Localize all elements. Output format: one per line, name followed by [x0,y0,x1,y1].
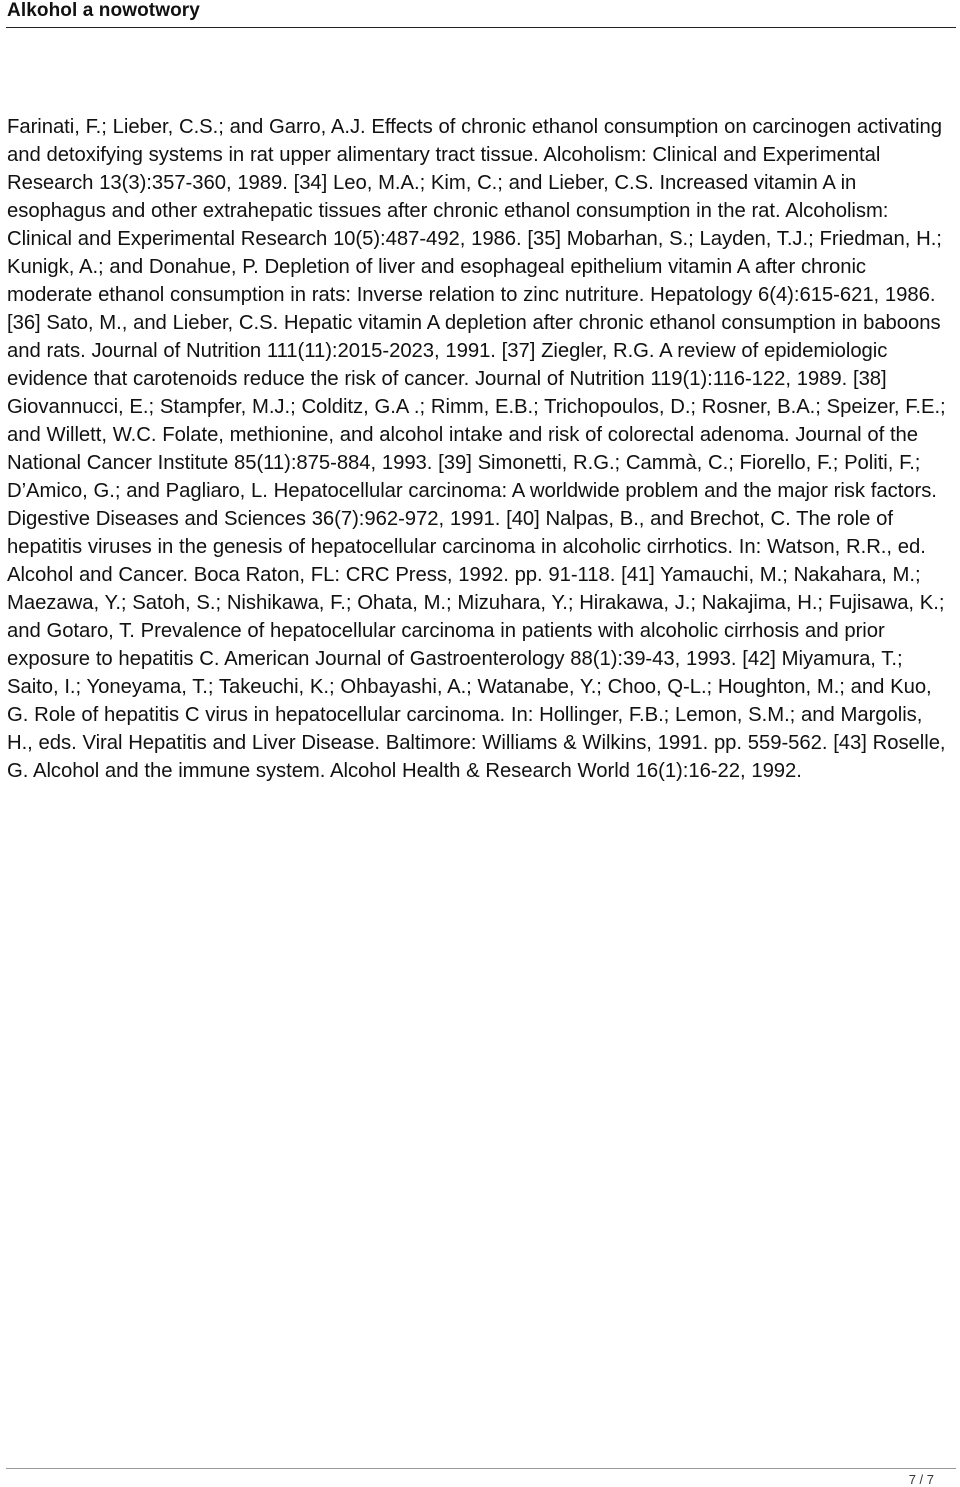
references-text: Farinati, F.; Lieber, C.S.; and Garro, A.J. Effects of chronic ethanol consumption on carcinogen activating and detoxifying systems in rat upper alimentary tract tissue. Alcoholism: Clinical and Experimental Research 13(3):357-360, 1989. [34] Leo, M.A.; Kim, C.; and Lieber, C.S. Increased vitamin A in esophagus and other extrahepatic tissues after chronic ethanol consumption in the rat. Alcoholism: Clinical and Experimental Research 10(5):487-492, 1986. [35] Mobarhan, S.; Layden, T.J.; Friedman, H.; Kunigk, A.; and Donahue, P. Depletion of liver and esophageal epithelium vitamin A after chronic moderate ethanol consumption in rats: Inverse relation to zinc nutriture. Hepatology 6(4):615-621, 1986. [36] Sato, M., and Lieber, C.S. Hepatic vitamin A depletion after chronic ethanol consumption in baboons and rats. Journal of Nutrition 111(11):2015-2023, 1991. [37] Ziegler, R.G. A review of epidemiologic evidence that carotenoids reduce the risk of cancer. Journal of Nutrition 119(1):116-122, 1989. [38] Giovannucci, E.; Stampfer, M.J.; Colditz, G.A .; Rimm, E.B.; Trichopoulos, D.; Rosner, B.A.; Speizer, F.E.; and Willett, W.C. Folate, methionine, and alcohol intake and risk of colorectal adenoma. Journal of the National Cancer Institute 85(11):875-884, 1993. [39] Simonetti, R.G.; Cammà, C.; Fiorello, F.; Politi, F.; D’Amico, G.; and Pagliaro, L. Hepatocellular carcinoma: A worldwide problem and the major risk factors. Digestive Diseases and Sciences 36(7):962-972, 1991. [40] Nalpas, B., and Brechot, C. The role of hepatitis viruses in the genesis of hepatocellular carcinoma in alcoholic cirrhotics. In: Watson, R.R., ed. Alcohol and Cancer. Boca Raton, FL: CRC Press, 1992. pp. 91-118. [41] Yamauchi, M.; Nakahara, M.; Maezawa, Y.; Satoh, S.; Nishikawa, F.; Ohata, M.; Mizuhara, Y.; Hirakawa, J.; Nakajima, H.; Fujisawa, K.; and Gotaro, T. Prevalence of hepatocellular carcinoma in patients with alcoholic cirrhosis and prior exposure to hepatitis C. American Journal of Gastroenterology 88(1):39-43, 1993. [42] Miyamura, T.; Saito, I.; Yoneyama, T.; Takeuchi, K.; Ohbayashi, A.; Watanabe, Y.; Choo, Q-L.; Houghton, M.; and Kuo, G. Role of hepatitis C virus in hepatocellular carcinoma. In: Hollinger, F.B.; Lemon, S.M.; and Margolis, H., eds. Viral Hepatitis and Liver Disease. Baltimore: Williams & Wilkins, 1991. pp. 559-562. [43] Roselle, G. Alcohol and the immune system. Alcohol Health & Research World 16(1):16-22, 1992. [7,116,946,782]
page-footer [6,1468,956,1487]
footer-divider [6,1468,956,1469]
header-divider [6,27,956,28]
page-number: 7 / 7 [908,1472,934,1487]
page-header [6,0,956,28]
document-title: Alkohol a nowotwory [7,0,200,21]
